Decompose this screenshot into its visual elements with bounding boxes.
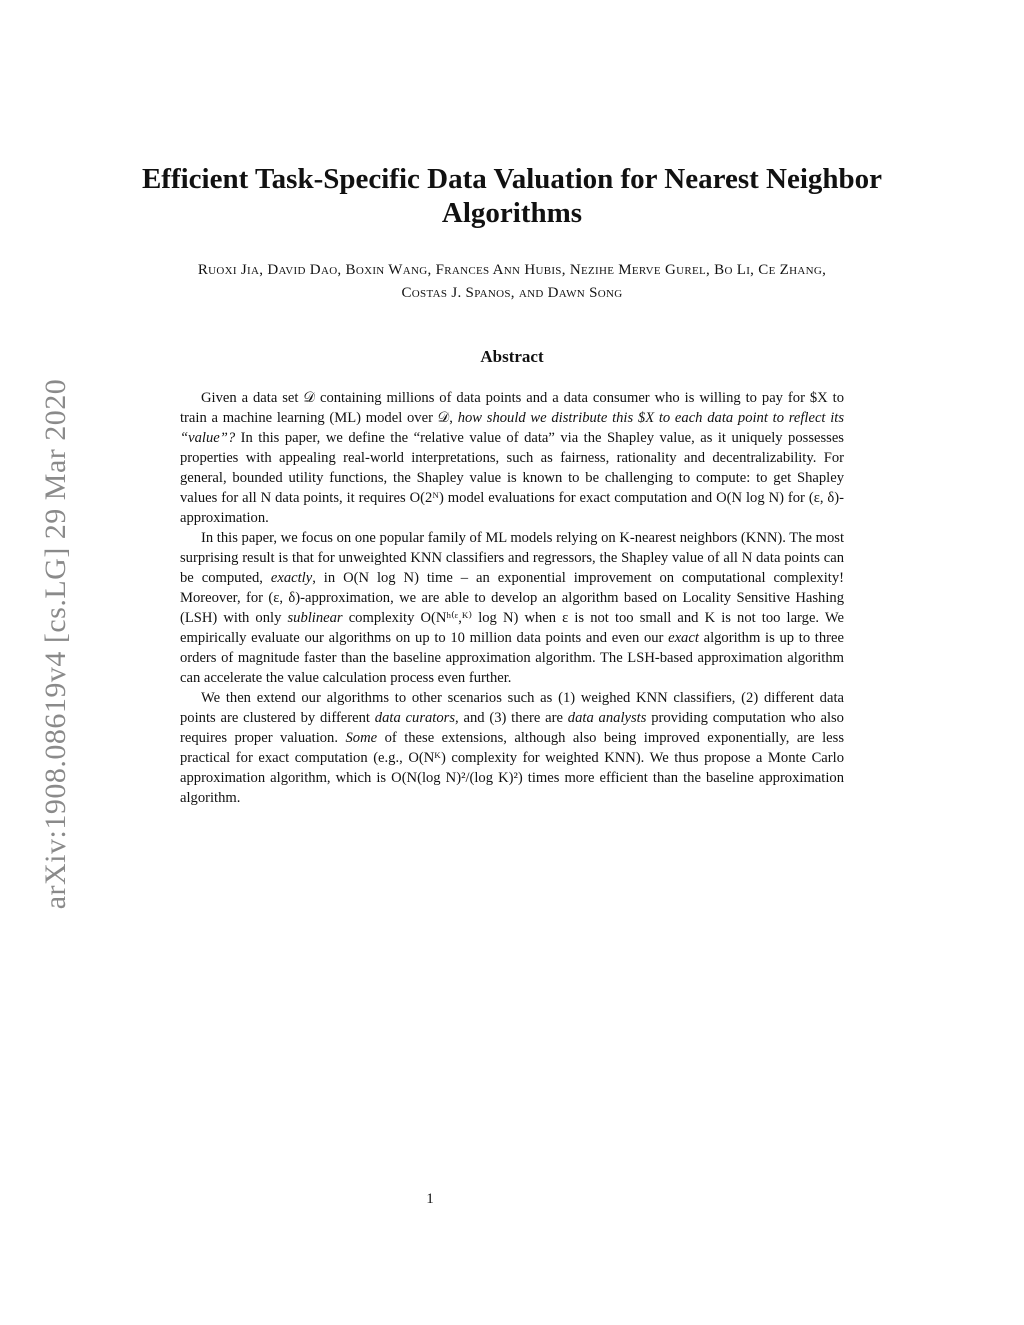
abstract-paragraph-2: In this paper, we focus on one popular family of ML models relying on K-nearest neighbors (KNN). The most surprising result is that for unweighted KNN classifiers and regressors, the Shapley value of all N data points can be computed, exactly, in O(N log N) time – an exponential improvement on computational complexity! Moreover, for (ε, δ)-approximation, we are able to develop an algorithm based on Locality Sensitive Hashing (LSH) with only sublinear complexity O(Nʰ⁽ᵋ,ᴷ⁾ log N) when ε is not too small and K is not too large. We empirically evaluate our algorithms on up to 10 million data points and even our exact algorithm is up to three orders of magnitude faster than the baseline approximation algorithm. The LSH-based approximation algorithm can accelerate the value calculation process even further. bbox=[180, 530, 845, 686]
author-line-2: Costas J. Spanos, and Dawn Song bbox=[401, 285, 623, 301]
abstract-paragraph-3: We then extend our algorithms to other scenarios such as (1) weighed KNN classifiers, (2) different data points are clustered by different data curators, and (3) there are data analysts providing computation who also requires proper valuation. Some of these extensions, although also being improved exponentially, are less practical for exact computation (e.g., O(Nᴷ) complexity for weighted KNN). We thus propose a Monte Carlo approximation algorithm, which is O(N(log N)²/(log K)²) times more efficient than the baseline approximation algorithm. bbox=[180, 690, 844, 806]
author-list bbox=[100, 259, 924, 305]
arxiv-identifier-stamp: arXiv:1908.08619v4 [cs.LG] 29 Mar 2020 bbox=[39, 378, 72, 910]
author-line-1: Ruoxi Jia, David Dao, Boxin Wang, Frances Ann Hubis, Nezihe Merve Gurel, Bo Li, Ce Zhang, bbox=[197, 262, 827, 278]
abstract-heading: Abstract bbox=[480, 347, 544, 366]
abstract-body bbox=[180, 388, 844, 808]
abstract-paragraph-1: Given a data set 𝒟 containing millions of data points and a data consumer who is willing to pay for $X to train a machine learning (ML) model over 𝒟, how should we distribute this $X to each data point to reflect its “value”? In this paper, we define the “relative value of data” via the Shapley value, as it uniquely possesses properties with appealing real-world interpretations, such as fairness, rationality and decentralizability. For general, bounded utility functions, the Shapley value is known to be challenging to compute: to get Shapley values for all N data points, it requires O(2ᴺ) model evaluations for exact computation and O(N log N) for (ε, δ)-approximation. bbox=[180, 390, 845, 526]
page-number: 1 bbox=[426, 1191, 434, 1207]
paper-title: Efficient Task-Specific Data Valuation for Nearest Neighbor Algorithms bbox=[141, 163, 883, 229]
